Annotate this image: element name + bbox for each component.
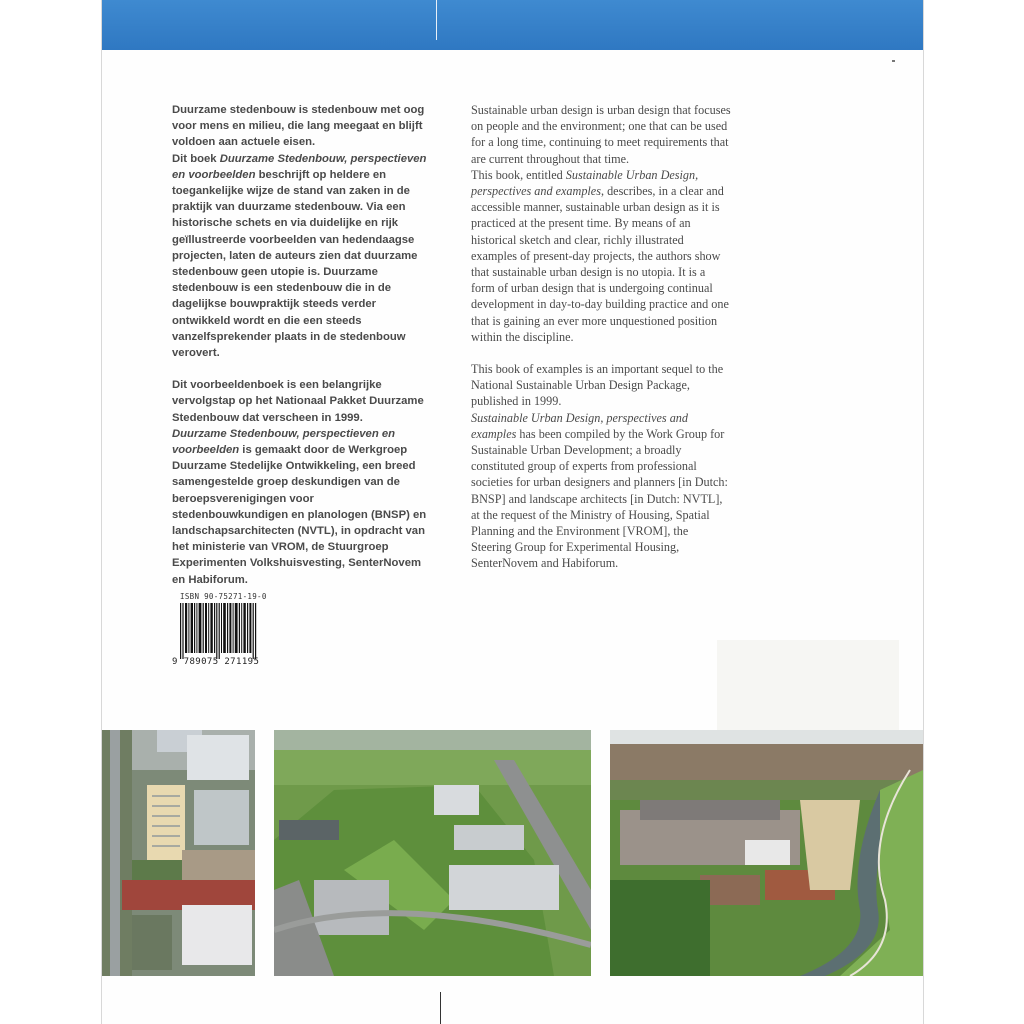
english-book-title: Sustainable Urban Design, perspectives and examples (471, 167, 699, 199)
dutch-paragraph-4 (172, 426, 427, 588)
photo-business-park (274, 730, 591, 976)
book-back-cover (101, 0, 924, 1024)
english-paragraph-2 (471, 167, 731, 345)
dutch-book-title-2: Duurzame Stedenbouw, perspectieven en voorbeelden (172, 427, 396, 457)
barcode-number: 9 789075 271195 (172, 657, 260, 667)
dutch-paragraph-1: Duurzame stedenbouw is stedenbouw met oog voor mens en milieu, die lang meegaat en blijft voldoen aan actuele eisen. (172, 104, 425, 149)
english-book-title-2: Sustainable Urban Design, perspectives and examples (471, 410, 688, 441)
isbn-label: ISBN 90-75271-19-0 (180, 592, 267, 601)
dutch-p2-intro: Dit boek (172, 152, 220, 165)
print-mark (892, 60, 895, 62)
dutch-paragraph-2 (172, 151, 427, 362)
english-p2-intro: This book, entitled (471, 167, 566, 182)
english-paragraph-3: This book of examples is an important sequel to the National Sustainable Urban Design Package, published in 1999. (471, 362, 724, 409)
photo-city-highrise (102, 730, 255, 976)
band-divider (436, 0, 437, 40)
dutch-p2-body: beschrijft op heldere en toegankelijke wijze de stand van zaken in de praktijk van duurzame stedenbouw. Via een historische schets en via duidelijke en rijk geïllustreerde voorbeelden van hedendaagse projecten, laten de auteurs zien dat duurzame stedenbouw geen utopie is. Duurzame stedenbouw is een stedenbouw die in de dagelijkse bouwpraktijk steeds verder ontwikkeld wordt en die een steeds vanzelfsprekender plaats in de stedenbouw verovert. (172, 168, 418, 360)
dutch-blurb (172, 102, 427, 588)
isbn-barcode (172, 592, 272, 667)
faint-panel (717, 640, 899, 740)
photo-river-factory (610, 730, 923, 976)
english-blurb (471, 102, 731, 572)
dutch-book-title: Duurzame Stedenbouw, perspectieven en voorbeelden (172, 152, 427, 181)
dutch-paragraph-3: Dit voorbeeldenboek is een belangrijke vervolgstap op het Nationaal Pakket Duurzame Stedenbouw dat verscheen in 1999. (172, 379, 424, 424)
english-p2-body: , describes, in a clear and accessible manner, sustainable urban design as it is practiced at the present time. By means of an historical sketch and clear, richly illustrated examples of present-day projects, the authors show that sustainable urban design is no utopia. It is a form of urban design that is undergoing continual development in day-to-day building practice and one that is gaining an ever more unquestioned position within the discipline. (471, 184, 729, 344)
top-blue-band (102, 0, 923, 50)
english-paragraph-1: Sustainable urban design is urban design that focuses on people and the environment; one that can be used for a long time, continuing to meet requirements that are current throughout that time. (471, 103, 731, 166)
barcode-bars (172, 603, 262, 659)
english-p4-body: has been compiled by the Work Group for Sustainable Urban Development; a broadly constituted group of experts from professional societies for urban designers and planners [in Dutch: BNSP] and landscape architects [in Dutch: NVTL], at the request of the Ministry of Housing, Spatial Planning and the Environment [VROM], the Steering Group for Experimental Housing, SenterNovem and Habiforum. (471, 426, 728, 571)
english-paragraph-4 (471, 410, 731, 572)
trim-mark (440, 992, 441, 1024)
dutch-p4-body: is gemaakt door de Werkgroep Duurzame Stedelijke Ontwikkeling, een breed samengestelde groep deskundigen van de beroepsverenigingen voor stedenbouwkundigen en planologen (BNSP) en landschapsarchitecten (NVTL), in opdracht van het ministerie van VROM, de Stuurgroep Experimenten Volkshuisvesting, SenterNovem en Habiforum. (172, 444, 427, 586)
